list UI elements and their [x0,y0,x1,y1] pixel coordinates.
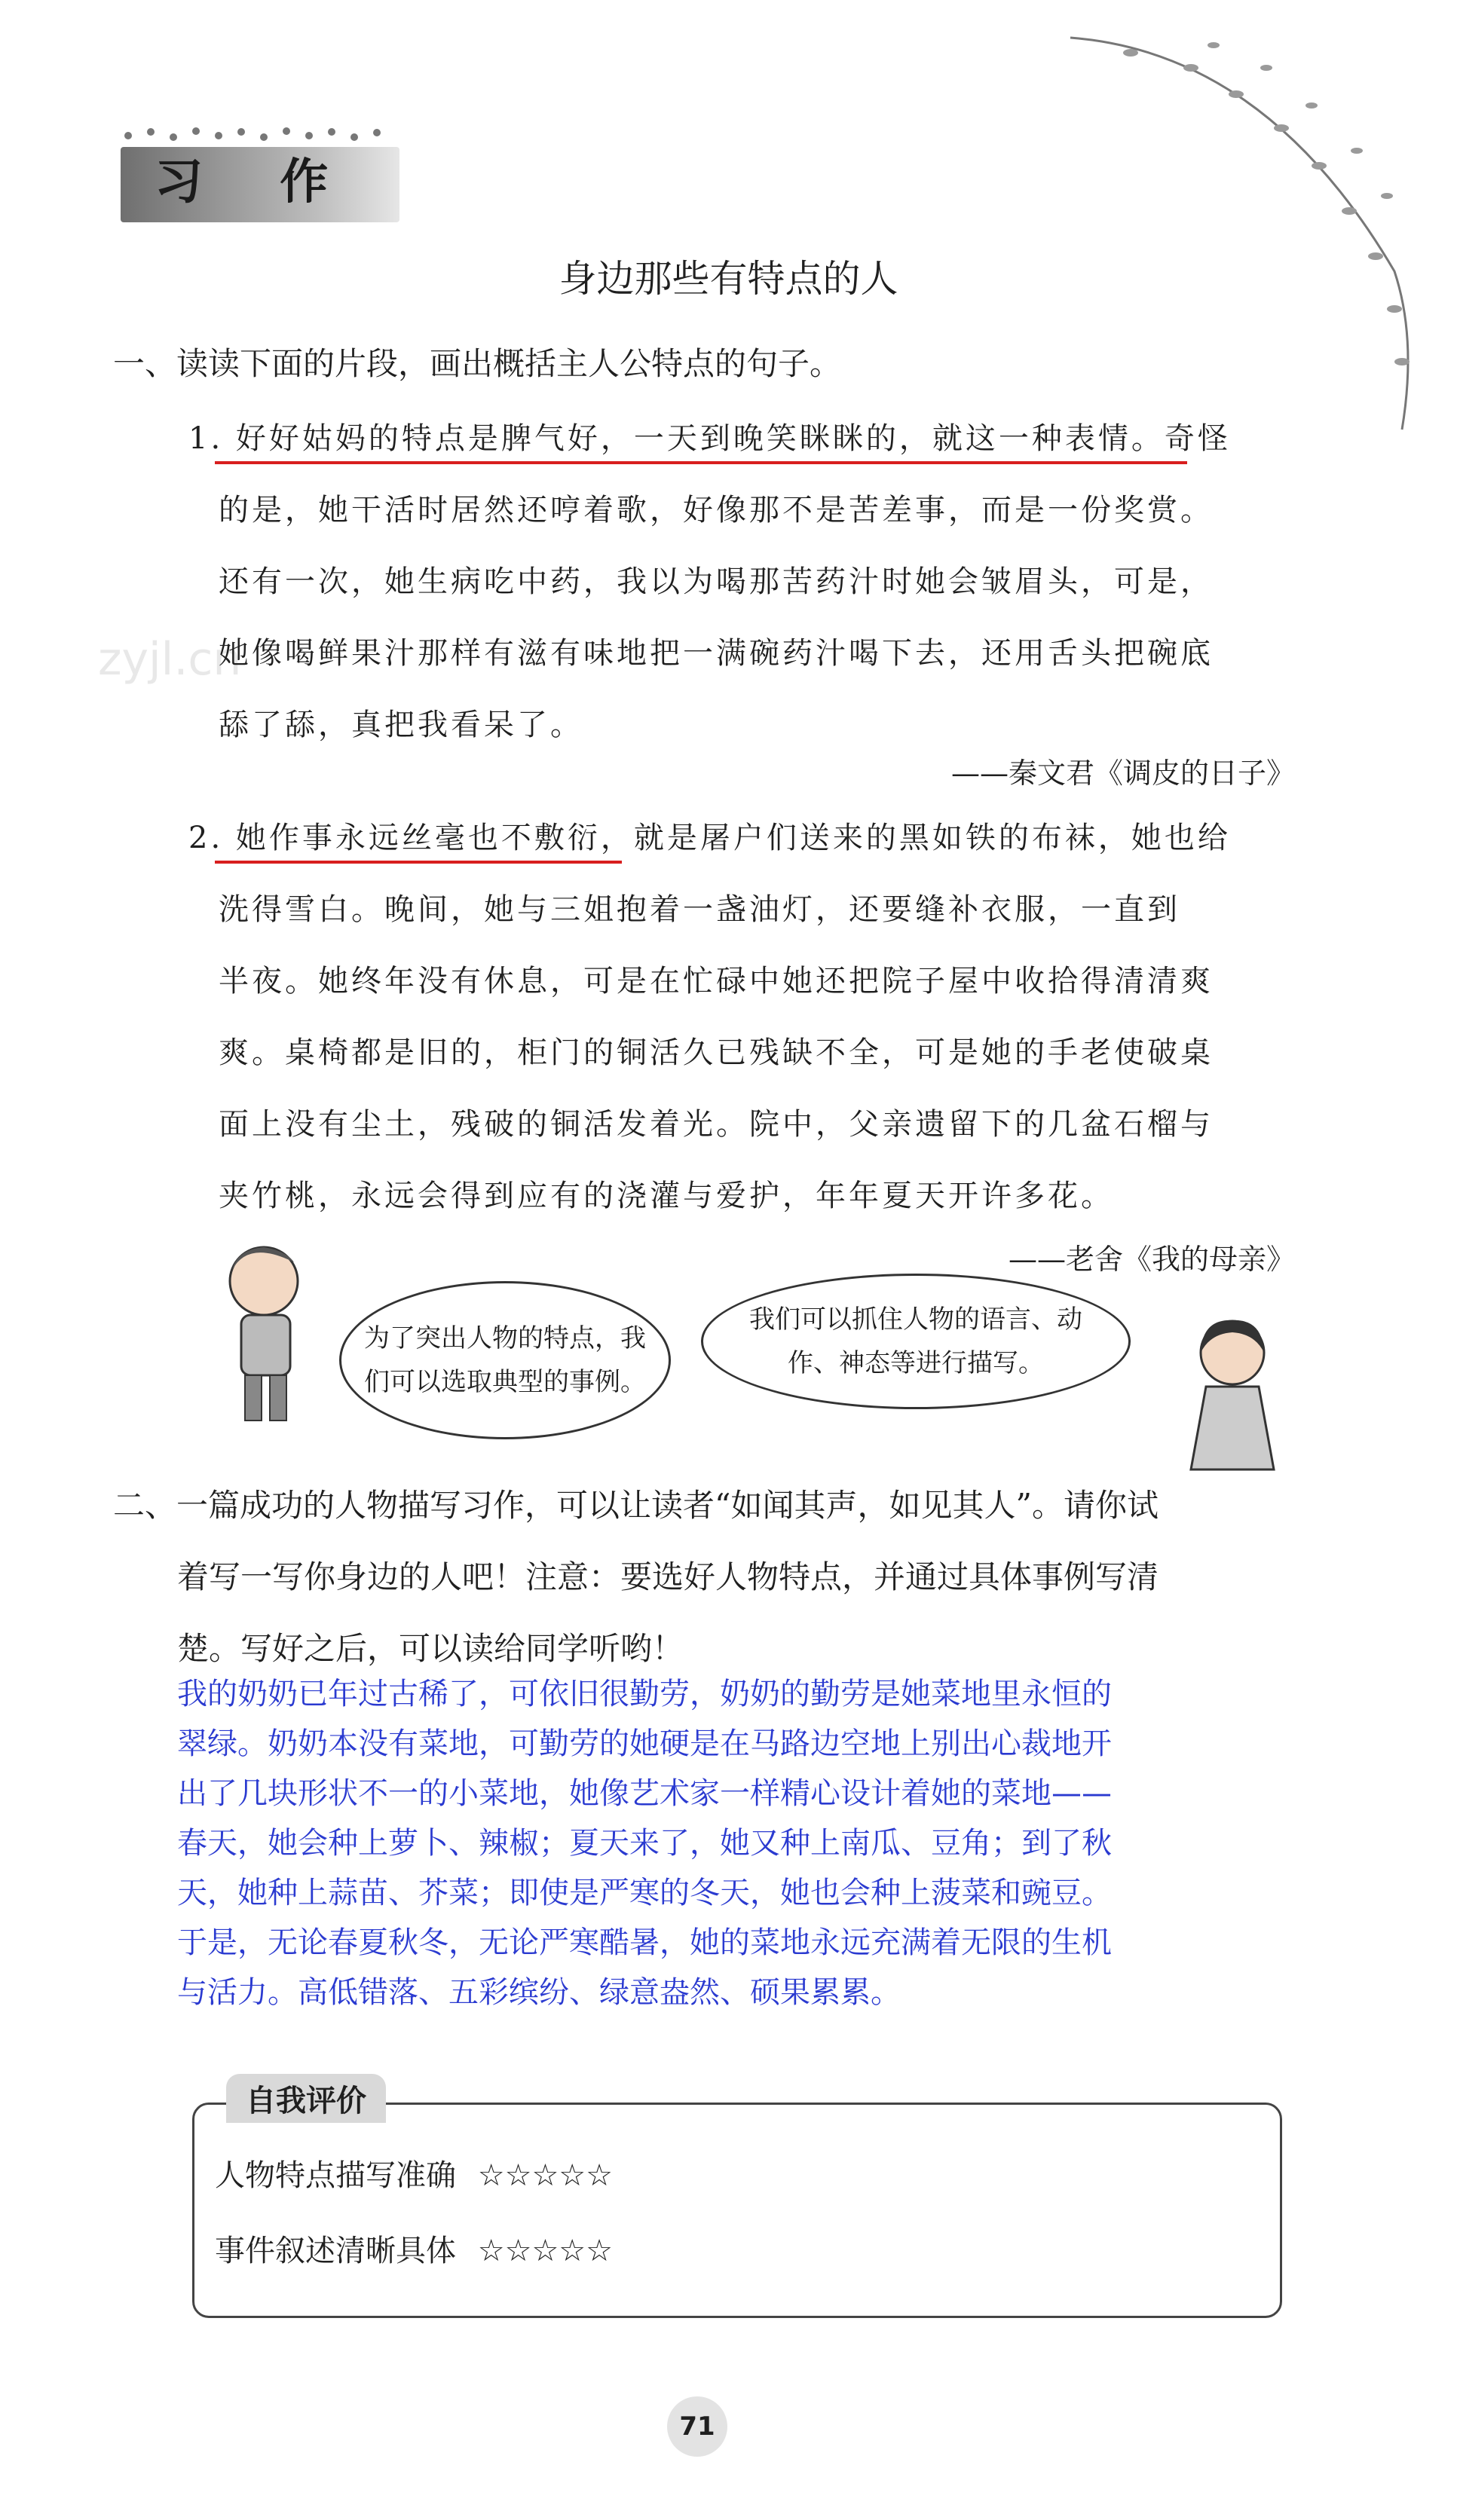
passage-line: 洗得雪白。晚间，她与三姐抱着一盏油灯，还要缝补衣服，一直到 [219,892,1180,927]
section-banner [121,113,399,226]
girl-illustration [1168,1311,1296,1485]
passage-line: 1. 好好姑妈的特点是脾气好，一天到晚笑眯眯的，就这一种表情。奇怪 [188,421,1231,456]
passage-line: 的是，她干活时居然还哼着歌，好像那不是苦差事，而是一份奖赏。 [219,493,1214,528]
self-eval-label: 事件叙述清晰具体 [215,2234,456,2268]
prompt-line: 着写一写你身边的人吧！注意：要选好人物特点，并通过具体事例写清 [177,1558,1159,1595]
passage-line: 夹竹桃，永远会得到应有的浇灌与爱护，年年夏天开许多花。 [219,1179,1114,1213]
prompt-line: 二、一篇成功的人物描写习作，可以让读者“如闻其声，如见其人”。请你试 [113,1487,1159,1524]
underline-mark [215,861,622,864]
section-label: 习 作 [155,154,359,210]
passage-line: 2. 她作事永远丝毫也不敷衍，就是屠户们送来的黑如铁的布袜，她也给 [188,821,1231,855]
passage-2 [188,803,1296,1232]
watermark: zyjl.cn [98,633,242,686]
speech-bubble-left: 为了突出人物的特点，我们可以选取典型的事例。 [339,1281,671,1439]
answer-line: 天，她种上蒜苗、芥菜；即使是严寒的冬天，她也会种上菠菜和豌豆。 [177,1876,1112,1910]
page-title: 身边那些有特点的人 [559,257,898,301]
answer-line: 于是，无论春夏秋冬，无论严寒酷暑，她的菜地永远充满着无限的生机 [177,1925,1112,1960]
self-eval-title: 自我评价 [226,2074,386,2123]
answer-line: 我的奶奶已年过古稀了，可依旧很勤劳，奶奶的勤劳是她菜地里永恒的 [177,1677,1112,1711]
question-2-prompt [113,1469,1289,1684]
passage-line: 舔了舔，真把我看呆了。 [219,708,583,742]
answer-line: 出了几块形状不一的小菜地，她像艺术家一样精心设计着她的菜地—— [177,1776,1112,1811]
page-number: 71 [667,2396,727,2457]
self-eval-label: 人物特点描写准确 [215,2158,456,2193]
answer-line: 春天，她会种上萝卜、辣椒；夏天来了，她又种上南瓜、豆角；到了秋 [177,1826,1112,1861]
passage-2-source: ——老舍《我的母亲》 [1008,1243,1295,1276]
speech-bubble-right: 我们可以抓住人物的语言、动作、神态等进行描写。 [701,1274,1131,1409]
answer-line: 翠绿。奶奶本没有菜地，可勤劳的她硬是在马路边空地上别出心裁地开 [177,1726,1112,1761]
passage-line: 半夜。她终年没有休息，可是在忙碌中她还把院子屋中收拾得清清爽 [219,964,1214,999]
answer-line: 与活力。高低错落、五彩缤纷、绿意盎然、硕果累累。 [177,1975,901,2010]
boy-illustration [204,1236,332,1432]
passage-line: 还有一次，她生病吃中药，我以为喝那苦药汁时她会皱眉头，可是， [219,564,1214,599]
prompt-line: 楚。写好之后，可以读给同学听哟！ [177,1630,684,1667]
passage-1 [188,403,1296,761]
passage-1-source: ——秦文君《调皮的日子》 [950,757,1295,790]
handwritten-answer [177,1669,1255,2017]
question-1-prompt: 一、读读下面的片段，画出概括主人公特点的句子。 [113,345,842,382]
underline-mark [215,461,1187,464]
self-eval-row [215,2227,613,2270]
passage-line: 爽。桌椅都是旧的，柜门的铜活久已残缺不全，可是她的手老使破桌 [219,1035,1214,1070]
star-rating[interactable]: ☆☆☆☆☆ [477,2158,614,2193]
leaf-vine-decoration [1040,23,1432,445]
passage-line: 她像喝鲜果汁那样有滋有味地把一满碗药汁喝下去，还用舌头把碗底 [219,636,1214,671]
star-rating[interactable]: ☆☆☆☆☆ [477,2234,614,2268]
self-eval-box [192,2103,1282,2318]
self-eval-row [215,2151,613,2194]
passage-line: 面上没有尘土，残破的铜活发着光。院中，父亲遗留下的几盆石榴与 [219,1107,1214,1142]
